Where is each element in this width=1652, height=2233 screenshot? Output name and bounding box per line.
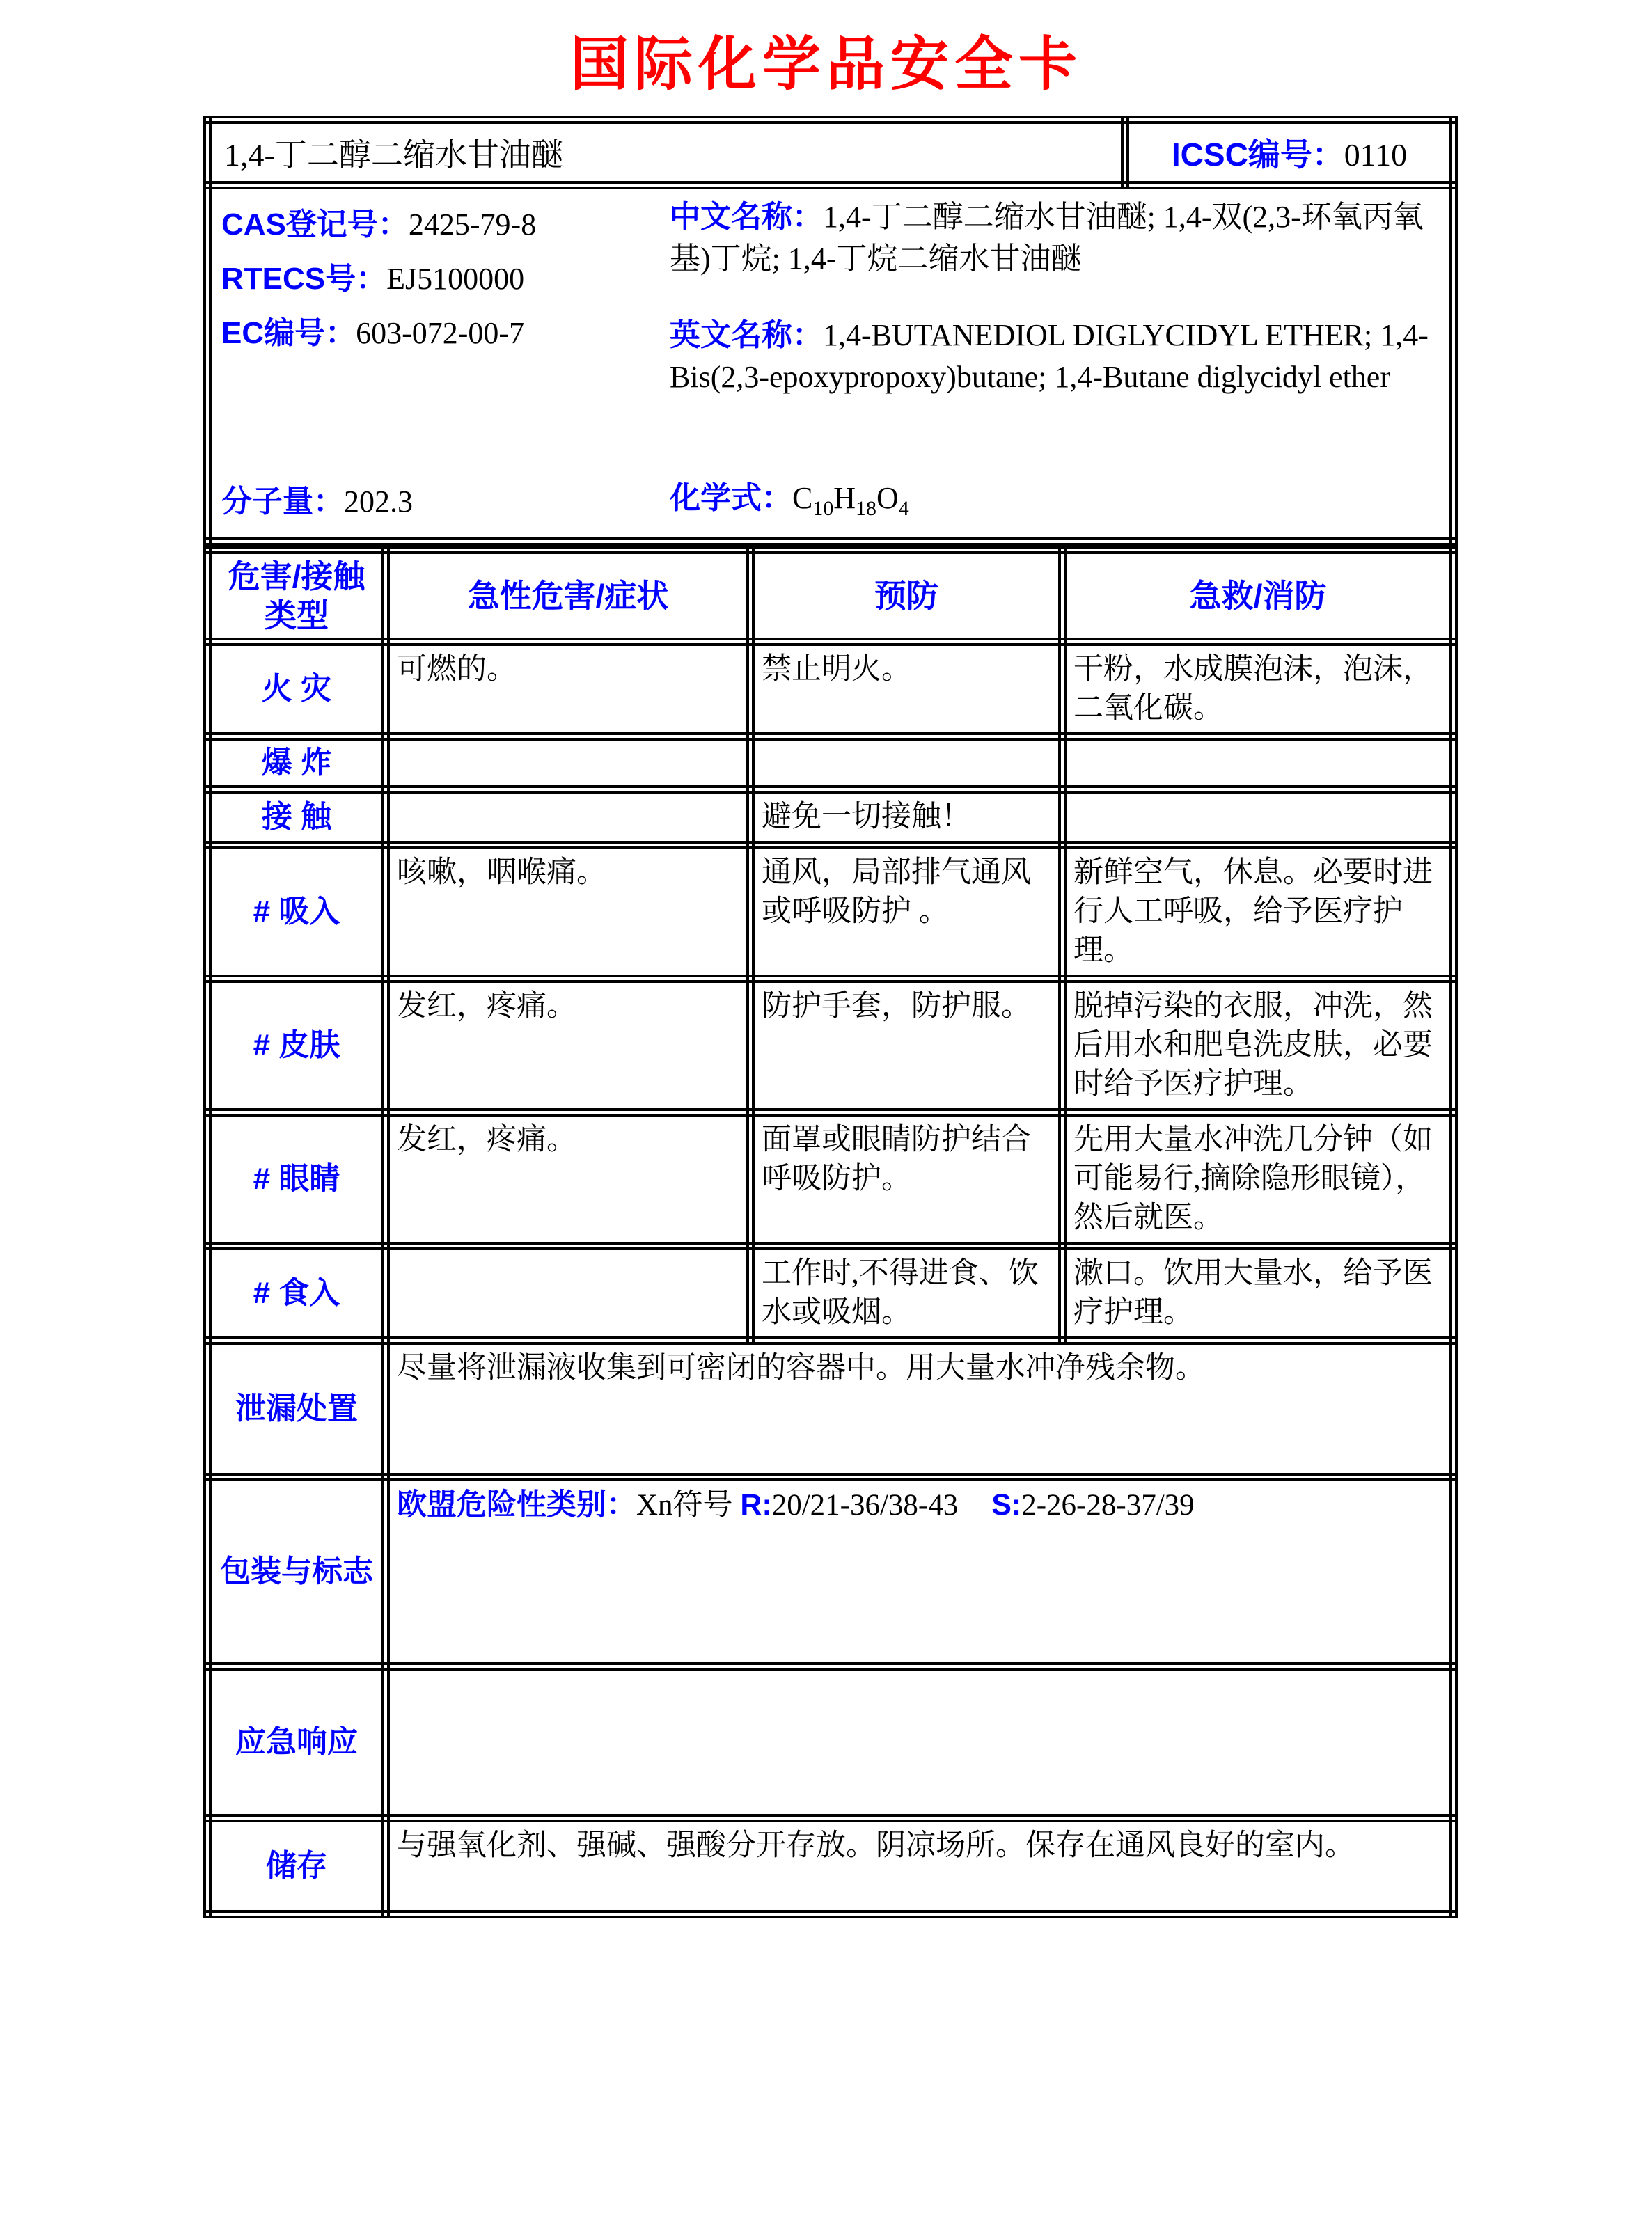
r-phrase-label: R:	[740, 1488, 772, 1522]
substance-name: 1,4-丁二醇二缩水甘油醚	[207, 120, 1125, 185]
inhalation-prevention: 通风，局部排气通风或呼吸防护 。	[750, 845, 1062, 979]
table-row-spillage	[207, 1341, 1454, 1477]
header-hazard-type-line1: 危害/接触	[228, 558, 365, 594]
rtecs-value: EJ5100000	[386, 262, 525, 296]
formula-element-c: C	[792, 481, 813, 516]
english-name-paragraph	[670, 315, 1444, 398]
chinese-name-paragraph	[670, 196, 1444, 280]
formula-element-h: H	[833, 481, 856, 516]
rtecs-label: RTECS号：	[221, 262, 387, 296]
molecular-weight-line	[221, 476, 413, 521]
eyes-prevention: 面罩或眼睛防护结合呼吸防护。	[750, 1112, 1062, 1246]
identification-cell	[207, 185, 1454, 542]
table-row-skin	[207, 979, 1454, 1112]
formula-element-o: O	[876, 481, 899, 516]
table-row-emergency	[207, 1666, 1454, 1818]
row-label-emergency: 应急响应	[207, 1666, 386, 1818]
cas-label: CAS登记号：	[221, 207, 409, 242]
row-label-spillage: 泄漏处置	[207, 1341, 386, 1477]
header-acute-hazards: 急性危害/症状	[386, 550, 750, 642]
molecular-weight-label: 分子量：	[221, 484, 344, 519]
chemical-formula-label: 化学式：	[670, 481, 792, 516]
icsc-number: 0110	[1344, 137, 1408, 173]
packaging-content	[386, 1477, 1454, 1666]
exposure-response	[1062, 789, 1454, 845]
r-phrase-value: 20/21-36/38-43	[771, 1489, 959, 1522]
skin-prevention: 防护手套，防护服。	[750, 979, 1062, 1112]
inhalation-symptoms: 咳嗽，咽喉痛。	[386, 845, 750, 979]
cas-line	[221, 198, 536, 252]
ingestion-response: 漱口。饮用大量水，给予医疗护理。	[1062, 1246, 1454, 1341]
table-row-packaging	[207, 1477, 1454, 1666]
explosion-response	[1062, 736, 1454, 789]
table-row-inhalation	[207, 845, 1454, 979]
fire-prevention: 禁止明火。	[750, 642, 1062, 736]
molecular-weight-value: 202.3	[344, 484, 413, 519]
registry-numbers-block	[221, 198, 536, 361]
row-label-eyes: # 眼睛	[207, 1112, 386, 1246]
s-phrase-label: S:	[991, 1488, 1022, 1522]
table-row-ingestion	[207, 1246, 1454, 1341]
exposure-symptoms	[386, 789, 750, 845]
formula-sub-18: 18	[856, 497, 876, 520]
substance-header-row	[207, 120, 1454, 185]
eu-symbol: Xn符号	[636, 1489, 741, 1522]
ec-label: EC编号：	[221, 316, 356, 350]
table-row-explosion	[207, 736, 1454, 789]
chinese-name-value: 1,4-丁二醇二缩水甘油醚; 1,4-双(2,3-环氧丙氧基)丁烷; 1,4-丁烷二缩水甘油醚	[670, 200, 1424, 276]
inhalation-response: 新鲜空气，休息。必要时进行人工呼吸，给予医疗护理。	[1062, 845, 1454, 979]
hazard-table	[203, 546, 1458, 1918]
table-row-fire	[207, 642, 1454, 736]
s-phrase-value: 2-26-28-37/39	[1021, 1489, 1195, 1522]
row-label-fire: 火 灾	[207, 642, 386, 736]
page-title: 国际化学品安全卡	[569, 33, 1083, 97]
eyes-response: 先用大量水冲洗几分钟（如可能易行,摘除隐形眼镜），然后就医。	[1062, 1112, 1454, 1246]
row-label-explosion: 爆 炸	[207, 736, 386, 789]
header-prevention: 预防	[750, 550, 1062, 642]
chemical-formula-line	[670, 473, 909, 521]
header-first-aid: 急救/消防	[1062, 550, 1454, 642]
formula-sub-10: 10	[812, 497, 834, 520]
fire-response: 干粉，水成膜泡沫，泡沫，二氧化碳。	[1062, 642, 1454, 736]
document-body	[203, 29, 1449, 1918]
ec-line	[221, 306, 536, 361]
cas-value: 2425-79-8	[408, 207, 537, 242]
english-name-value: 1,4-BUTANEDIOL DIGLYCIDYL ETHER; 1,4-Bis(2,3-epoxypropoxy)butane; 1,4-Butane diglycidyl ether	[670, 318, 1429, 394]
header-hazard-type-line2: 类型	[265, 597, 329, 633]
row-label-ingestion: # 食入	[207, 1246, 386, 1341]
explosion-symptoms	[386, 736, 750, 789]
identification-table	[203, 116, 1458, 546]
row-label-exposure: 接 触	[207, 789, 386, 845]
header-hazard-type	[207, 550, 386, 642]
table-row-exposure	[207, 789, 1454, 845]
row-label-inhalation: # 吸入	[207, 845, 386, 979]
english-name-label: 英文名称：	[670, 318, 823, 352]
exposure-prevention: 避免一切接触！	[750, 789, 1062, 845]
emergency-content	[386, 1666, 1454, 1818]
row-label-skin: # 皮肤	[207, 979, 386, 1112]
names-block	[670, 196, 1444, 398]
eu-class-label: 欧盟危险性类别：	[397, 1488, 636, 1522]
skin-response: 脱掉污染的衣服，冲洗，然后用水和肥皂洗皮肤，必要时给予医疗护理。	[1062, 979, 1454, 1112]
spillage-content: 尽量将泄漏液收集到可密闭的容器中。用大量水冲净残余物。	[386, 1341, 1454, 1477]
chemical-formula	[792, 481, 909, 520]
fire-symptoms: 可燃的。	[386, 642, 750, 736]
rtecs-line	[221, 252, 536, 306]
explosion-prevention	[750, 736, 1062, 789]
hazard-header-row	[207, 550, 1454, 642]
icsc-label: ICSC编号：	[1171, 136, 1344, 173]
icsc-number-cell	[1125, 120, 1454, 185]
storage-content: 与强氧化剂、强碱、强酸分开存放。阴凉场所。保存在通风良好的室内。	[386, 1818, 1454, 1914]
eyes-symptoms: 发红，疼痛。	[386, 1112, 750, 1246]
ingestion-prevention: 工作时,不得进食、饮水或吸烟。	[750, 1246, 1062, 1341]
table-row-storage	[207, 1818, 1454, 1914]
chinese-name-label: 中文名称：	[670, 200, 823, 234]
table-row-eyes	[207, 1112, 1454, 1246]
identification-row	[207, 185, 1454, 542]
ingestion-symptoms	[386, 1246, 750, 1341]
skin-symptoms: 发红，疼痛。	[386, 979, 750, 1112]
row-label-packaging: 包装与标志	[207, 1477, 386, 1666]
ec-value: 603-072-00-7	[356, 316, 525, 350]
formula-sub-4: 4	[898, 497, 909, 520]
row-label-storage: 储存	[207, 1818, 386, 1914]
